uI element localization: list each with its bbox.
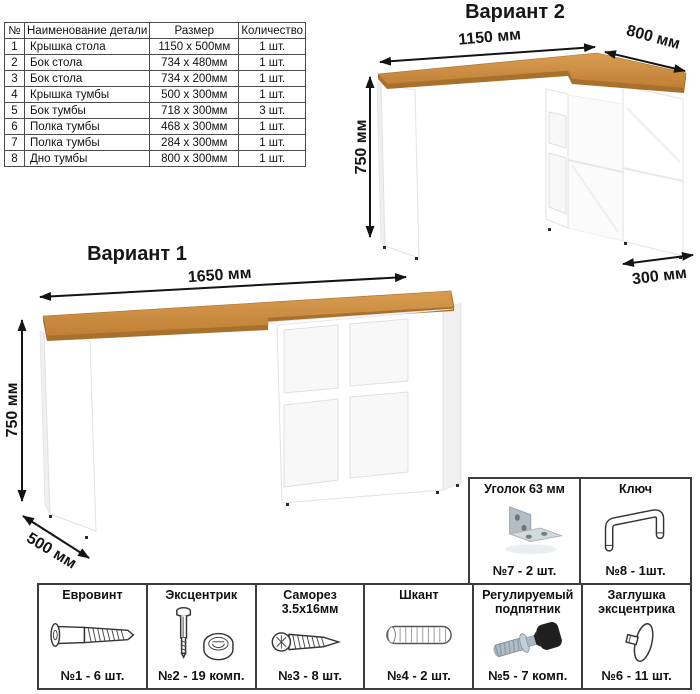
variant1-drawing (0, 240, 470, 580)
col-header-size: Размер (150, 23, 239, 39)
hardware-qty: №5 - 7 комп. (488, 668, 568, 683)
shelf-unit (277, 303, 461, 506)
hex-key-icon (588, 496, 684, 563)
shelf-unit (546, 86, 683, 259)
corner-bracket-icon (477, 496, 573, 563)
dim-label-side-depth: 300 мм (631, 264, 688, 289)
hardware-title: Шкант (399, 588, 439, 602)
hardware-title: Евровинт (62, 588, 123, 602)
table-row: 1 Крышка стола 1150 x 500мм 1 шт. (5, 39, 306, 55)
table-row: 2 Бок стола 734 x 480мм 1 шт. (5, 55, 306, 71)
col-header-num: № (5, 23, 25, 39)
parts-table (4, 22, 306, 167)
dim-label-depth: 800 мм (624, 22, 682, 53)
variant1-title: Вариант 1 (87, 243, 187, 265)
dim-label-length: 1150 мм (457, 26, 522, 49)
dowel-icon (375, 602, 463, 668)
hardware-title: Эксцентрик (165, 588, 238, 602)
hardware-box-cam-cover (581, 583, 692, 690)
col-header-qty: Количество (239, 23, 306, 39)
dim-label-height: 750 мм (353, 119, 370, 175)
dim-label-length: 1650 мм (187, 264, 253, 287)
col-header-name: Наименование детали (25, 23, 150, 39)
table-row: 5 Бок тумбы 718 x 300мм 3 шт. (5, 103, 306, 119)
hardware-subtitle: 3.5x16мм (281, 602, 339, 617)
hardware-qty: №8 - 1шт. (605, 563, 666, 578)
table-row: 8 Дно тумбы 800 x 300мм 1 шт. (5, 151, 306, 167)
hardware-qty: №2 - 19 комп. (157, 668, 245, 683)
hardware-box-confirmat (37, 583, 148, 690)
desk-variant2 (377, 53, 686, 260)
cam-lock-icon (155, 602, 247, 668)
hardware-box-dowel (363, 583, 474, 690)
hardware-top-row (468, 477, 692, 585)
hardware-qty: №7 - 2 шт. (492, 563, 557, 578)
table-row: 3 Бок стола 734 x 200мм 1 шт. (5, 71, 306, 87)
table-row: 6 Полка тумбы 468 x 300мм 1 шт. (5, 119, 306, 135)
hardware-qty: №6 - 11 шт. (601, 668, 672, 683)
adjustable-foot-icon (480, 617, 576, 668)
dim-label-height: 750 мм (4, 382, 21, 438)
hardware-box-corner-bracket (468, 477, 581, 585)
confirmat-screw-icon (42, 602, 142, 668)
hardware-box-screw (255, 583, 366, 690)
hardware-title: Заглушка (607, 588, 666, 602)
hardware-subtitle: эксцентрика (598, 602, 675, 617)
hardware-qty: №4 - 2 шт. (387, 668, 451, 683)
table-row: 4 Крышка тумбы 500 x 300мм 1 шт. (5, 87, 306, 103)
cam-cover-icon (608, 617, 666, 668)
hardware-title: Регулируемый (482, 588, 574, 602)
desk-variant1 (40, 291, 461, 539)
hardware-bottom-row (37, 583, 692, 690)
hardware-box-adjustable-foot (472, 583, 583, 690)
hardware-title: Саморез (283, 588, 337, 602)
dim-label-depth: 500 мм (23, 529, 80, 573)
hardware-qty: №1 - 6 шт. (60, 668, 125, 683)
hardware-title: Ключ (618, 482, 653, 496)
hardware-qty: №3 - 8 шт. (278, 668, 342, 683)
hardware-box-hex-key (579, 477, 692, 585)
variant2-title: Вариант 2 (465, 1, 565, 23)
wood-screw-icon (266, 617, 354, 668)
hardware-box-cam-lock (146, 583, 257, 690)
hardware-subtitle: подпятник (495, 602, 561, 617)
table-header-row (5, 23, 306, 39)
dim-arrow-side-depth (623, 255, 693, 264)
table-row: 7 Полка тумбы 284 x 300мм 1 шт. (5, 135, 306, 151)
hardware-title: Уголок 63 мм (484, 482, 565, 496)
